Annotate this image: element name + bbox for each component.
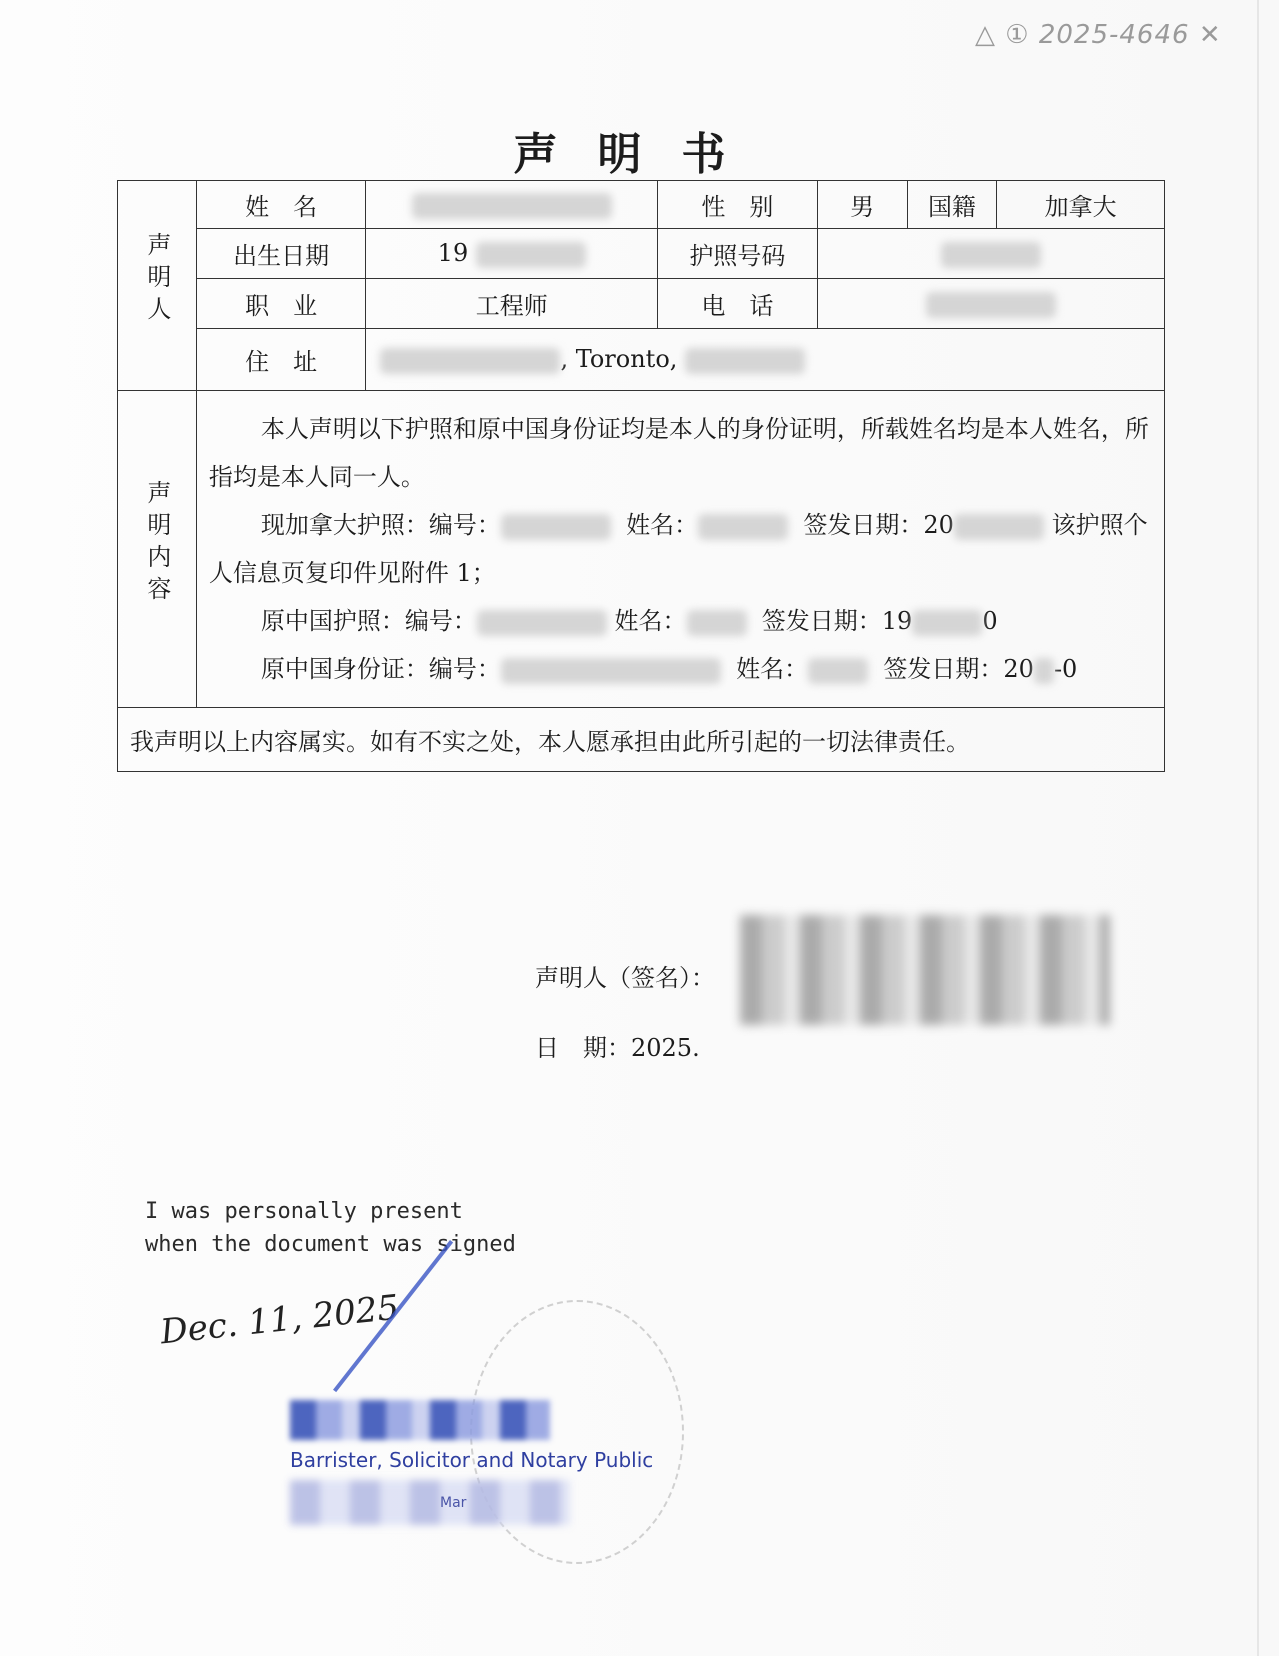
handwritten-date: Dec. 11, 2025 bbox=[158, 1287, 401, 1353]
declaration-form-table bbox=[117, 180, 1165, 772]
cn-id-no-redacted bbox=[501, 658, 721, 684]
ca-passport-name-label: 姓名： bbox=[626, 511, 699, 539]
signature-redacted bbox=[740, 915, 1110, 1025]
occupation-label: 职 业 bbox=[196, 279, 366, 329]
cn-id-date: 签发日期：20 bbox=[883, 655, 1034, 683]
dob-cell bbox=[366, 229, 658, 279]
content-section-label bbox=[118, 391, 197, 708]
corner-handwritten-note: △ ① 2025-4646 ✕ bbox=[975, 20, 1222, 50]
nationality-value: 加拿大 bbox=[997, 181, 1165, 229]
phone-value bbox=[817, 279, 1164, 329]
address-text: , Toronto, bbox=[560, 345, 678, 374]
nationality-label: 国籍 bbox=[907, 181, 997, 229]
occupation-value: 工程师 bbox=[366, 279, 658, 329]
content-paragraph-2 bbox=[209, 501, 1152, 597]
notary-line-1: I was personally present bbox=[145, 1199, 463, 1224]
cn-id-date-redacted bbox=[1034, 658, 1054, 684]
declaration-statement: 我声明以上内容属实。如有不实之处，本人愿承担由此所引起的一切法律责任。 bbox=[118, 708, 1165, 772]
document-title: 声明书 bbox=[513, 129, 766, 180]
content-paragraph-3 bbox=[209, 597, 1152, 645]
ca-passport-no-redacted bbox=[501, 514, 611, 540]
page-edge bbox=[1257, 0, 1259, 1656]
passport-no-value bbox=[817, 229, 1164, 279]
address-value bbox=[366, 329, 1165, 391]
address-label: 住 址 bbox=[196, 329, 366, 391]
dob-value: 19 bbox=[437, 239, 469, 268]
declaration-content bbox=[196, 391, 1164, 708]
name-redacted bbox=[412, 193, 612, 219]
cn-passport-date: 签发日期：19 bbox=[761, 607, 913, 635]
cn-id-name-label: 姓名： bbox=[736, 655, 809, 683]
dob-label: 出生日期 bbox=[196, 229, 366, 279]
ca-passport-date: 签发日期：20 bbox=[803, 511, 954, 539]
notary-stamp-name-redacted bbox=[290, 1400, 550, 1440]
phone-label: 电 话 bbox=[658, 279, 818, 329]
gender-label: 性 别 bbox=[658, 181, 818, 229]
content-paragraph-4 bbox=[209, 645, 1152, 693]
content-label-text: 声明内容 bbox=[142, 479, 171, 608]
notary-stamp-details-redacted bbox=[290, 1480, 570, 1525]
ca-passport-name-redacted bbox=[698, 514, 788, 540]
name-label: 姓 名 bbox=[196, 181, 366, 229]
passport-no-redacted bbox=[941, 242, 1041, 268]
notary-line-2: when the document was signed bbox=[145, 1232, 516, 1257]
cn-id-date-tail: -0 bbox=[1053, 655, 1078, 683]
dob-redacted bbox=[476, 242, 586, 268]
signature-label: 声明人（签名）： bbox=[535, 964, 715, 992]
cn-passport-name-label: 姓名： bbox=[614, 607, 687, 635]
cn-passport-name-redacted bbox=[687, 610, 747, 636]
passport-no-label: 护照号码 bbox=[658, 229, 818, 279]
notary-stamp-small-text: Mar bbox=[440, 1495, 467, 1511]
phone-redacted bbox=[926, 292, 1056, 318]
cn-passport-no-label: 原中国护照：编号： bbox=[260, 607, 477, 635]
address-redacted-1 bbox=[380, 348, 560, 374]
ca-passport-no-label: 现加拿大护照：编号： bbox=[260, 511, 501, 539]
cn-passport-no-redacted bbox=[477, 610, 607, 636]
ca-passport-attachment-note: 该护照个人信息页复印件见附件 1； bbox=[208, 511, 1148, 587]
ca-passport-date-redacted bbox=[954, 514, 1044, 540]
content-paragraph-1: 本人声明以下护照和原中国身份证均是本人的身份证明，所载姓名均是本人姓名，所指均是本人同一人。 bbox=[208, 415, 1149, 491]
cn-passport-date-tail: 0 bbox=[982, 607, 998, 635]
declarant-section-label bbox=[118, 181, 197, 391]
declarant-label-text: 声明人 bbox=[142, 232, 171, 328]
sign-date: 日 期：2025. bbox=[535, 1034, 700, 1062]
cn-id-name-redacted bbox=[808, 658, 868, 684]
cn-id-no-label: 原中国身份证：编号： bbox=[260, 655, 501, 683]
cn-passport-date-redacted bbox=[912, 610, 982, 636]
address-redacted-2 bbox=[685, 348, 805, 374]
name-value bbox=[366, 181, 658, 229]
notary-statement bbox=[145, 1195, 516, 1261]
notary-stamp-title: Barrister, Solicitor and Notary Public bbox=[290, 1448, 654, 1472]
gender-value: 男 bbox=[817, 181, 907, 229]
